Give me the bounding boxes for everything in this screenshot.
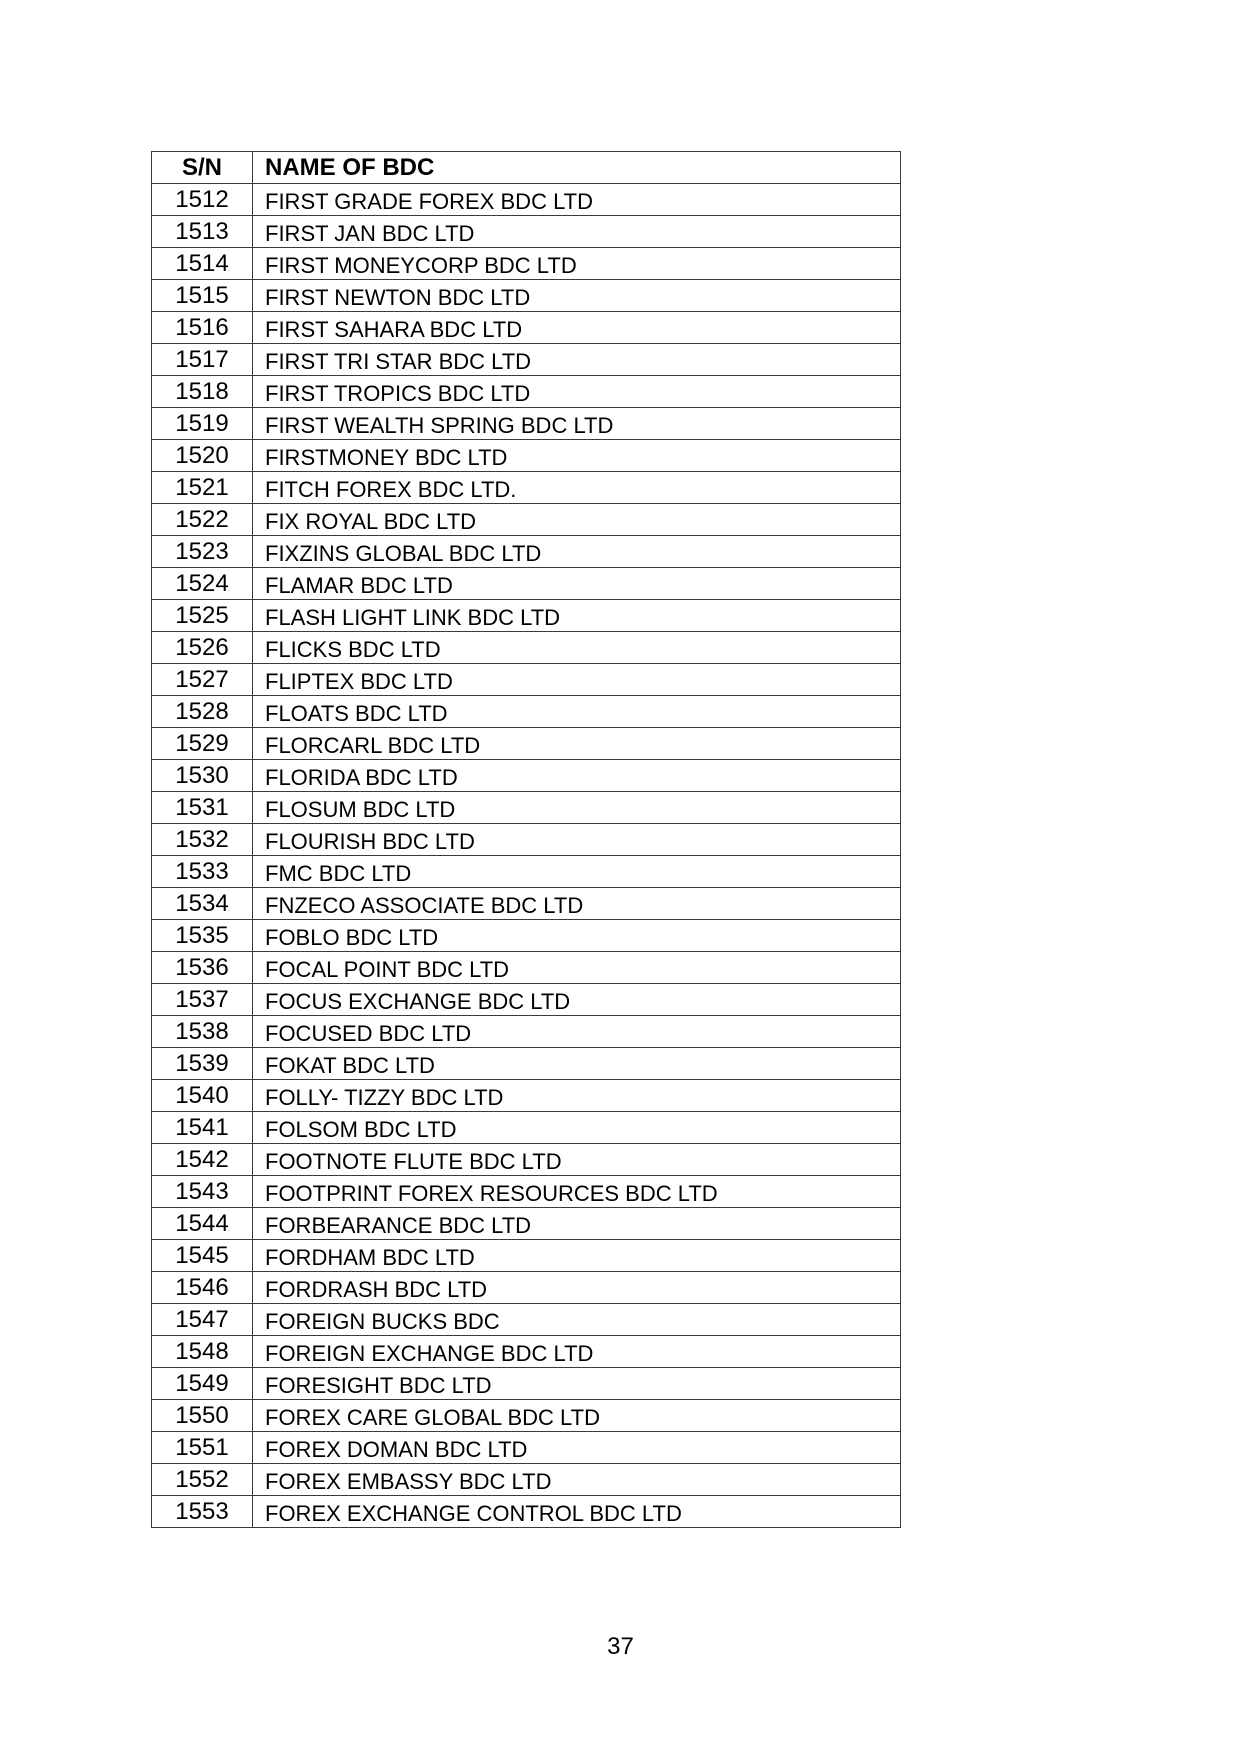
table-row — [152, 1272, 901, 1304]
table-row — [152, 1080, 901, 1112]
table-row — [152, 824, 901, 856]
serial-number-cell: 1552 — [152, 1464, 253, 1496]
bdc-name-cell: FLORCARL BDC LTD — [253, 728, 901, 760]
table-row — [152, 888, 901, 920]
table-row — [152, 1176, 901, 1208]
serial-number-cell: 1540 — [152, 1080, 253, 1112]
table-row — [152, 728, 901, 760]
serial-number-cell: 1544 — [152, 1208, 253, 1240]
bdc-name-cell: FOBLO BDC LTD — [253, 920, 901, 952]
bdc-name-cell: FORDRASH BDC LTD — [253, 1272, 901, 1304]
bdc-name-cell: FIRST JAN BDC LTD — [253, 216, 901, 248]
bdc-name-cell: FIRST SAHARA BDC LTD — [253, 312, 901, 344]
bdc-name-cell: FIXZINS GLOBAL BDC LTD — [253, 536, 901, 568]
serial-number-cell: 1529 — [152, 728, 253, 760]
serial-number-cell: 1553 — [152, 1496, 253, 1528]
serial-number-cell: 1547 — [152, 1304, 253, 1336]
bdc-name-cell: FOCUS EXCHANGE BDC LTD — [253, 984, 901, 1016]
serial-number-cell: 1539 — [152, 1048, 253, 1080]
serial-number-cell: 1526 — [152, 632, 253, 664]
table-row — [152, 344, 901, 376]
table-row — [152, 920, 901, 952]
bdc-name-cell: FORBEARANCE BDC LTD — [253, 1208, 901, 1240]
bdc-name-cell: FOOTNOTE FLUTE BDC LTD — [253, 1144, 901, 1176]
serial-number-cell: 1515 — [152, 280, 253, 312]
serial-number-cell: 1527 — [152, 664, 253, 696]
bdc-name-cell: FOREIGN BUCKS BDC — [253, 1304, 901, 1336]
bdc-name-cell: FOREX EXCHANGE CONTROL BDC LTD — [253, 1496, 901, 1528]
serial-number-cell: 1514 — [152, 248, 253, 280]
bdc-name-cell: FLOATS BDC LTD — [253, 696, 901, 728]
table-row — [152, 1336, 901, 1368]
table-row — [152, 952, 901, 984]
table-row — [152, 664, 901, 696]
table-row — [152, 248, 901, 280]
serial-number-cell: 1516 — [152, 312, 253, 344]
table-row — [152, 376, 901, 408]
bdc-name-cell: FOOTPRINT FOREX RESOURCES BDC LTD — [253, 1176, 901, 1208]
table-row — [152, 1112, 901, 1144]
bdc-name-cell: FLICKS BDC LTD — [253, 632, 901, 664]
serial-number-cell: 1530 — [152, 760, 253, 792]
serial-number-cell: 1546 — [152, 1272, 253, 1304]
bdc-name-cell: FITCH FOREX BDC LTD. — [253, 472, 901, 504]
serial-number-cell: 1519 — [152, 408, 253, 440]
serial-number-cell: 1533 — [152, 856, 253, 888]
bdc-name-cell: FIRST MONEYCORP BDC LTD — [253, 248, 901, 280]
table-row — [152, 440, 901, 472]
table-row — [152, 856, 901, 888]
table-row — [152, 216, 901, 248]
bdc-name-cell: FLOURISH BDC LTD — [253, 824, 901, 856]
serial-number-cell: 1528 — [152, 696, 253, 728]
bdc-name-cell: FLASH LIGHT LINK BDC LTD — [253, 600, 901, 632]
serial-number-cell: 1525 — [152, 600, 253, 632]
table-row — [152, 1240, 901, 1272]
sn-column-header: S/N — [152, 152, 253, 184]
table-row — [152, 984, 901, 1016]
table-row — [152, 1464, 901, 1496]
serial-number-cell: 1531 — [152, 792, 253, 824]
bdc-name-cell: FLAMAR BDC LTD — [253, 568, 901, 600]
table-row — [152, 1496, 901, 1528]
table-row — [152, 696, 901, 728]
serial-number-cell: 1536 — [152, 952, 253, 984]
bdc-name-cell: FLOSUM BDC LTD — [253, 792, 901, 824]
serial-number-cell: 1520 — [152, 440, 253, 472]
serial-number-cell: 1534 — [152, 888, 253, 920]
serial-number-cell: 1521 — [152, 472, 253, 504]
bdc-name-cell: FIRST TRI STAR BDC LTD — [253, 344, 901, 376]
serial-number-cell: 1535 — [152, 920, 253, 952]
serial-number-cell: 1512 — [152, 184, 253, 216]
bdc-name-cell: FIRST TROPICS BDC LTD — [253, 376, 901, 408]
bdc-name-cell: FLORIDA BDC LTD — [253, 760, 901, 792]
table-row — [152, 536, 901, 568]
bdc-name-cell: FIX ROYAL BDC LTD — [253, 504, 901, 536]
serial-number-cell: 1542 — [152, 1144, 253, 1176]
table-row — [152, 1432, 901, 1464]
bdc-name-cell: FIRST GRADE FOREX BDC LTD — [253, 184, 901, 216]
bdc-name-cell: FOREX CARE GLOBAL BDC LTD — [253, 1400, 901, 1432]
table-row — [152, 792, 901, 824]
table-row — [152, 280, 901, 312]
serial-number-cell: 1549 — [152, 1368, 253, 1400]
bdc-table — [151, 151, 901, 1528]
serial-number-cell: 1551 — [152, 1432, 253, 1464]
table-row — [152, 1208, 901, 1240]
table-row — [152, 600, 901, 632]
bdc-name-cell: FOCUSED BDC LTD — [253, 1016, 901, 1048]
bdc-name-cell: FOLSOM BDC LTD — [253, 1112, 901, 1144]
table-body — [152, 184, 901, 1528]
serial-number-cell: 1532 — [152, 824, 253, 856]
bdc-name-cell: FIRST NEWTON BDC LTD — [253, 280, 901, 312]
serial-number-cell: 1524 — [152, 568, 253, 600]
page-number: 37 — [607, 1633, 634, 1660]
bdc-name-cell: FLIPTEX BDC LTD — [253, 664, 901, 696]
table-row — [152, 568, 901, 600]
serial-number-cell: 1550 — [152, 1400, 253, 1432]
serial-number-cell: 1522 — [152, 504, 253, 536]
serial-number-cell: 1523 — [152, 536, 253, 568]
table-row — [152, 632, 901, 664]
table-row — [152, 760, 901, 792]
bdc-name-cell: FNZECO ASSOCIATE BDC LTD — [253, 888, 901, 920]
serial-number-cell: 1541 — [152, 1112, 253, 1144]
table-row — [152, 184, 901, 216]
bdc-name-cell: FOLLY- TIZZY BDC LTD — [253, 1080, 901, 1112]
table-row — [152, 1400, 901, 1432]
table-row — [152, 504, 901, 536]
serial-number-cell: 1545 — [152, 1240, 253, 1272]
serial-number-cell: 1538 — [152, 1016, 253, 1048]
name-column-header: NAME OF BDC — [253, 152, 901, 184]
bdc-name-cell: FMC BDC LTD — [253, 856, 901, 888]
serial-number-cell: 1517 — [152, 344, 253, 376]
table-row — [152, 472, 901, 504]
table-row — [152, 1048, 901, 1080]
bdc-name-cell: FOREX EMBASSY BDC LTD — [253, 1464, 901, 1496]
bdc-name-cell: FOREIGN EXCHANGE BDC LTD — [253, 1336, 901, 1368]
table-row — [152, 1368, 901, 1400]
table-row — [152, 1144, 901, 1176]
serial-number-cell: 1543 — [152, 1176, 253, 1208]
table-header-row — [152, 152, 901, 184]
serial-number-cell: 1537 — [152, 984, 253, 1016]
bdc-name-cell: FOKAT BDC LTD — [253, 1048, 901, 1080]
table-row — [152, 408, 901, 440]
bdc-name-cell: FIRST WEALTH SPRING BDC LTD — [253, 408, 901, 440]
bdc-name-cell: FORDHAM BDC LTD — [253, 1240, 901, 1272]
bdc-name-cell: FORESIGHT BDC LTD — [253, 1368, 901, 1400]
serial-number-cell: 1513 — [152, 216, 253, 248]
bdc-name-cell: FOCAL POINT BDC LTD — [253, 952, 901, 984]
bdc-name-cell: FOREX DOMAN BDC LTD — [253, 1432, 901, 1464]
table-row — [152, 312, 901, 344]
serial-number-cell: 1548 — [152, 1336, 253, 1368]
bdc-name-cell: FIRSTMONEY BDC LTD — [253, 440, 901, 472]
table-row — [152, 1304, 901, 1336]
serial-number-cell: 1518 — [152, 376, 253, 408]
table-row — [152, 1016, 901, 1048]
